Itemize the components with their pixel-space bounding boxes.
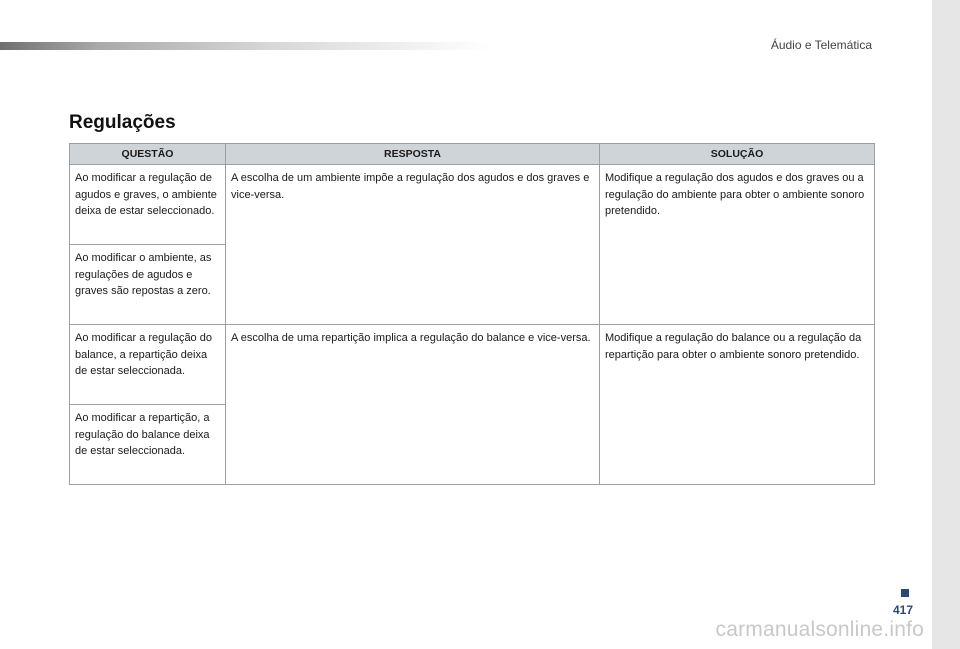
question-cell: Ao modificar a repartição, a regulação do balance deixa de estar seleccionada. <box>70 405 226 485</box>
question-cell: Ao modificar a regulação de agudos e graves, o ambiente deixa de estar seleccionado. <box>70 165 226 245</box>
column-header-question: QUESTÃO <box>70 144 226 165</box>
watermark: carmanualsonline.info <box>715 618 924 641</box>
table-row <box>70 165 875 245</box>
column-header-solution: SOLUÇÃO <box>600 144 875 165</box>
question-cell: Ao modificar a regulação do balance, a repartição deixa de estar seleccionada. <box>70 325 226 405</box>
solution-cell: Modifique a regulação do balance ou a regulação da repartição para obter o ambiente sonoro pretendido. <box>600 325 875 485</box>
side-strip <box>932 0 960 649</box>
table-row <box>70 325 875 405</box>
page-title: Regulações <box>69 112 176 133</box>
section-header: Áudio e Telemática <box>770 38 872 52</box>
faq-table <box>69 143 875 485</box>
header-gradient-bar <box>0 42 490 50</box>
solution-cell: Modifique a regulação dos agudos e dos graves ou a regulação do ambiente para obter o ambiente sonoro pretendido. <box>600 165 875 325</box>
column-header-answer: RESPOSTA <box>226 144 600 165</box>
answer-cell: A escolha de uma repartição implica a regulação do balance e vice-versa. <box>226 325 600 485</box>
table-header-row <box>70 144 875 165</box>
page-marker-icon <box>901 589 909 597</box>
page-number: 417 <box>893 603 914 617</box>
answer-cell: A escolha de um ambiente impõe a regulação dos agudos e dos graves e vice-versa. <box>226 165 600 325</box>
question-cell: Ao modificar o ambiente, as regulações de agudos e graves são repostas a zero. <box>70 245 226 325</box>
